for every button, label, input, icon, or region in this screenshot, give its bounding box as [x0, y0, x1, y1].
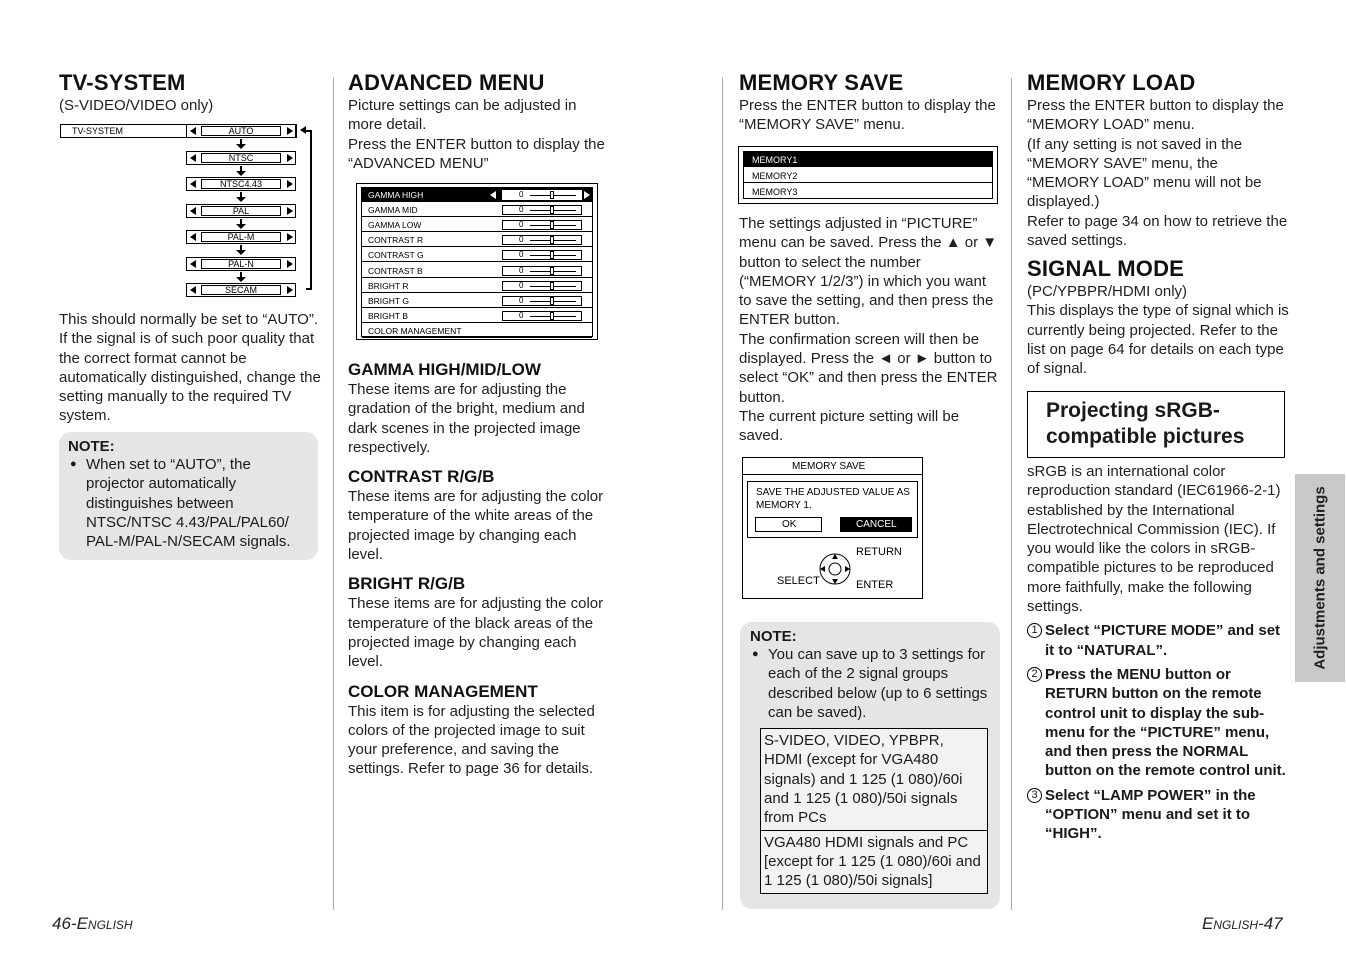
slider-knob[interactable]: [550, 297, 554, 305]
step-item: 2 Press the MENU button or RETURN button on the remote control unit to display the sub-menu for the “PICTURE” menu, and then press the NORMAL button on the remote control unit.: [1027, 665, 1289, 781]
column-divider: [333, 78, 334, 910]
left-arrow-icon: [490, 191, 496, 199]
section-side-tab: [1295, 474, 1345, 682]
tv-system-body: [59, 310, 321, 426]
memory-save-text-3: The current picture setting will be saved.: [739, 407, 960, 445]
advanced-menu-row-value: 0: [519, 265, 524, 275]
signal-groups-table: [760, 728, 988, 893]
section-title: TV-SYSTEM: [59, 70, 186, 95]
left-arrow-icon: [190, 154, 196, 162]
srgb-title-line-2: compatible pictures: [1046, 425, 1245, 448]
srgb-heading-box: [1027, 391, 1285, 458]
memory-save-dialog: [742, 457, 923, 599]
srgb-title-line-1: Projecting sRGB-: [1046, 399, 1220, 422]
gamma-text: These items are for adjusting the gradation of the bright, medium and dark scenes in the projected image respectively.: [348, 381, 585, 456]
slider-knob[interactable]: [550, 206, 554, 214]
signal-group-2: VGA480 HDMI signals and PC [except for 1 125 (1 080)/60i and 1 125 (1 080)/50i signals]: [761, 830, 988, 893]
tv-system-option-label: AUTO: [228, 126, 254, 136]
srgb-text: sRGB is an international color reproduction standard (IEC61966-2-1) established by the International Electrotechnical Commission (IEC). If you would like the colors in sRGB-compatible pictures to be reproduced more faithfully, make the following settings.: [1027, 463, 1281, 616]
dialog-title: MEMORY SAVE: [792, 461, 866, 472]
advanced-menu-row-value: 0: [519, 220, 524, 230]
contrast-text: These items are for adjusting the color temperature of the white areas of the projected image by changing each level.: [348, 488, 604, 564]
tv-system-menu-diagram: [60, 124, 320, 299]
tv-system-option[interactable]: [186, 124, 296, 138]
advanced-menu-row-label: GAMMA LOW: [368, 220, 422, 231]
cancel-label: CANCEL: [856, 519, 897, 530]
tv-system-option[interactable]: [186, 257, 296, 271]
tv-system-option[interactable]: [186, 230, 296, 244]
advanced-menu-row-value: 0: [519, 205, 524, 215]
advanced-menu-row-label: CONTRAST B: [368, 265, 423, 276]
memory-save-menu: [738, 146, 998, 204]
step-number: 3: [1027, 788, 1042, 803]
right-arrow-icon: [287, 286, 293, 294]
tv-system-option-label: PAL-M: [227, 232, 255, 242]
tv-system-description: This should normally be set to “AUTO”. If the signal is of such poor quality that the correct format cannot be automatically distinguished, change the setting manually to the required TV system.: [59, 311, 321, 425]
right-arrow-icon: [287, 260, 293, 268]
right-arrow-icon: [584, 191, 590, 199]
navigation-pad-icon: [815, 551, 855, 587]
srgb-body: [1027, 462, 1289, 849]
advanced-menu-row-label: COLOR MANAGEMENT: [368, 325, 462, 336]
tv-system-option-label: NTSC4.43: [219, 179, 263, 189]
advanced-intro-2: Press the ENTER button to display the “ADVANCED MENU”: [348, 135, 605, 172]
enter-label: ENTER: [856, 579, 894, 591]
advanced-details: [348, 346, 610, 779]
advanced-menu-row-label: BRIGHT B: [368, 310, 408, 321]
step-item: 1 Select “PICTURE MODE” and set it to “NATURAL”.: [1027, 621, 1289, 660]
advanced-menu-row[interactable]: [362, 279, 592, 293]
right-arrow-icon: [287, 127, 293, 135]
advanced-menu-row-value: 0: [519, 295, 524, 305]
signal-mode-subtitle: (PC/YPBPR/HDMI only): [1027, 283, 1188, 300]
advanced-menu-row[interactable]: [362, 218, 592, 232]
signal-group-1: S-VIDEO, VIDEO, YPBPR, HDMI (except for VGA480 signals) and 1 125 (1 080)/60i and 1 125 (1 080)/50i signals from PCs: [761, 729, 988, 830]
right-arrow-icon: [287, 180, 293, 188]
section-subtitle: (S-VIDEO/VIDEO only): [59, 97, 214, 114]
side-tab-label: Adjustments and settings: [1311, 486, 1329, 670]
memory-slot-label: MEMORY1: [752, 155, 798, 165]
step-item: 3 Select “LAMP POWER” in the “OPTION” menu and set it to “HIGH”.: [1027, 786, 1289, 844]
slider-knob[interactable]: [550, 221, 554, 229]
advanced-intro: Picture settings can be adjusted in more detail.: [348, 97, 577, 134]
tv-system-option[interactable]: [186, 177, 296, 191]
return-label: RETURN: [856, 546, 902, 558]
advanced-menu-row-label: CONTRAST R: [368, 235, 424, 246]
memory-save-text-2: The confirmation screen will then be displayed. Press the ◄ or ► button to select “OK” and then press the ENTER button.: [739, 330, 998, 406]
memory-slot[interactable]: [744, 168, 992, 183]
bright-title: BRIGHT R/G/B: [348, 574, 466, 594]
left-arrow-icon: [190, 260, 196, 268]
column-divider: [1011, 78, 1012, 910]
dialog-message: SAVE THE ADJUSTED VALUE AS MEMORY 1.: [756, 487, 910, 511]
memory-slot[interactable]: [744, 184, 992, 199]
right-arrow-icon: [287, 154, 293, 162]
note-title: NOTE:: [750, 628, 797, 645]
tv-system-option[interactable]: [186, 151, 296, 165]
left-arrow-icon: [190, 233, 196, 241]
advanced-menu-row[interactable]: [362, 324, 592, 338]
down-arrow-icon: [236, 144, 246, 149]
ok-label: OK: [782, 519, 797, 530]
down-arrow-icon: [236, 277, 246, 282]
advanced-menu-row[interactable]: [362, 188, 592, 202]
memory-slot-label: MEMORY2: [752, 171, 798, 181]
srgb-steps: [1027, 621, 1289, 843]
section-title: SIGNAL MODE: [1027, 256, 1185, 281]
tv-system-option-label: NTSC: [228, 152, 254, 163]
note-title: NOTE:: [68, 438, 115, 455]
tv-system-option-label: PAL: [232, 205, 250, 216]
advanced-menu-row-value: 0: [519, 310, 524, 320]
advanced-menu-section: [348, 70, 610, 173]
bright-text: These items are for adjusting the color temperature of the black areas of the projected image by changing each level.: [348, 595, 604, 671]
slider-knob[interactable]: [550, 251, 554, 259]
advanced-menu-row-value: 0: [519, 190, 524, 199]
left-arrow-icon: [190, 286, 196, 294]
slider-knob[interactable]: [550, 267, 554, 275]
advanced-menu-row-value: 0: [519, 250, 524, 260]
advanced-menu-row[interactable]: [362, 294, 592, 308]
memory-load-text-2: (If any setting is not saved in the “MEMORY SAVE” menu, the “MEMORY LOAD” menu will not be displayed.): [1027, 135, 1262, 211]
gamma-title: GAMMA HIGH/MID/LOW: [348, 360, 541, 379]
tv-system-option-label: PAL-N: [228, 258, 254, 269]
tv-system-section: [59, 70, 319, 115]
cycle-line: [306, 130, 312, 290]
note-item: ● You can save up to 3 settings for each of the 2 signal groups described below (up to 6 settings can be saved).: [750, 645, 990, 722]
advanced-menu-row-value: 0: [519, 280, 524, 290]
advanced-menu-row-label: GAMMA HIGH: [368, 190, 424, 200]
advanced-menu-row-label: CONTRAST G: [368, 250, 424, 261]
memory-save-body: [739, 214, 1001, 446]
slider-knob[interactable]: [550, 236, 554, 244]
tv-system-menu-label: TV-SYSTEM: [72, 126, 124, 136]
color-management-title: COLOR MANAGEMENT: [348, 681, 538, 701]
advanced-menu-row-label: BRIGHT R: [368, 280, 409, 291]
advanced-menu-row-value: 0: [519, 235, 524, 245]
memory-save-text: The settings adjusted in “PICTURE” menu can be saved. Press the ▲ or ▼ button to select the number (“MEMORY 1/2/3”) in which you want to save the setting, and then press the ENTER button.: [739, 215, 998, 329]
memory-load-text-3: Refer to page 34 on how to retrieve the saved settings.: [1027, 212, 1288, 250]
slider-knob[interactable]: [550, 282, 554, 290]
slider-knob[interactable]: [550, 191, 554, 199]
memory-load-section: [1027, 70, 1289, 250]
memory-load-text: Press the ENTER button to display the “MEMORY LOAD” menu.: [1027, 97, 1284, 134]
left-page-number: 46-English: [52, 914, 133, 933]
step-number: 1: [1027, 623, 1042, 638]
color-management-text: This item is for adjusting the selected colors of the projected image to suit your preference, and saving the settings. Refer to page 36 for details.: [348, 702, 595, 778]
advanced-menu-diagram: [356, 183, 598, 340]
section-title: ADVANCED MENU: [348, 70, 545, 95]
signal-mode-section: [1027, 256, 1289, 378]
note-item: ● When set to “AUTO”, the projector automatically distinguishes between NTSC/NTSC 4.43/PAL/PAL60/ PAL-M/PAL-N/SECAM signals.: [68, 455, 309, 551]
contrast-title: CONTRAST R/G/B: [348, 467, 495, 487]
tv-system-option[interactable]: [186, 283, 296, 297]
right-page-number: English-47: [1202, 914, 1283, 933]
memory-save-intro: Press the ENTER button to display the “MEMORY SAVE” menu.: [739, 97, 996, 134]
memory-slot-label: MEMORY3: [752, 187, 798, 197]
tv-system-note: [59, 432, 318, 560]
left-arrow-icon: [190, 207, 196, 215]
advanced-menu-row[interactable]: [362, 203, 592, 217]
down-arrow-icon: [236, 171, 246, 176]
memory-save-note: [740, 622, 1000, 909]
advanced-menu-row[interactable]: [362, 309, 592, 323]
select-label: SELECT: [777, 575, 820, 587]
section-title: MEMORY LOAD: [1027, 70, 1196, 95]
down-arrow-icon: [236, 224, 246, 229]
right-arrow-icon: [287, 207, 293, 215]
tv-system-option-label: SECAM: [224, 285, 257, 295]
memory-save-section: [739, 70, 1001, 135]
advanced-menu-row[interactable]: [362, 248, 592, 262]
down-arrow-icon: [236, 250, 246, 255]
slider-knob[interactable]: [550, 312, 554, 320]
right-arrow-icon: [287, 233, 293, 241]
advanced-menu-row[interactable]: [362, 264, 592, 278]
cycle-arrow-icon: [300, 126, 306, 134]
signal-mode-text: This displays the type of signal which is currently being projected. Refer to the list on page 64 for details on each type of signal.: [1027, 302, 1289, 378]
tv-system-option[interactable]: [186, 204, 296, 218]
advanced-menu-row-label: GAMMA MID: [368, 205, 418, 216]
left-arrow-icon: [190, 180, 196, 188]
advanced-menu-row[interactable]: [362, 233, 592, 247]
memory-slot[interactable]: [744, 152, 992, 167]
step-number: 2: [1027, 667, 1042, 682]
advanced-menu-row-label: BRIGHT G: [368, 295, 409, 306]
down-arrow-icon: [236, 197, 246, 202]
page-divider: [722, 78, 723, 910]
section-title: MEMORY SAVE: [739, 70, 904, 95]
left-arrow-icon: [190, 127, 196, 135]
